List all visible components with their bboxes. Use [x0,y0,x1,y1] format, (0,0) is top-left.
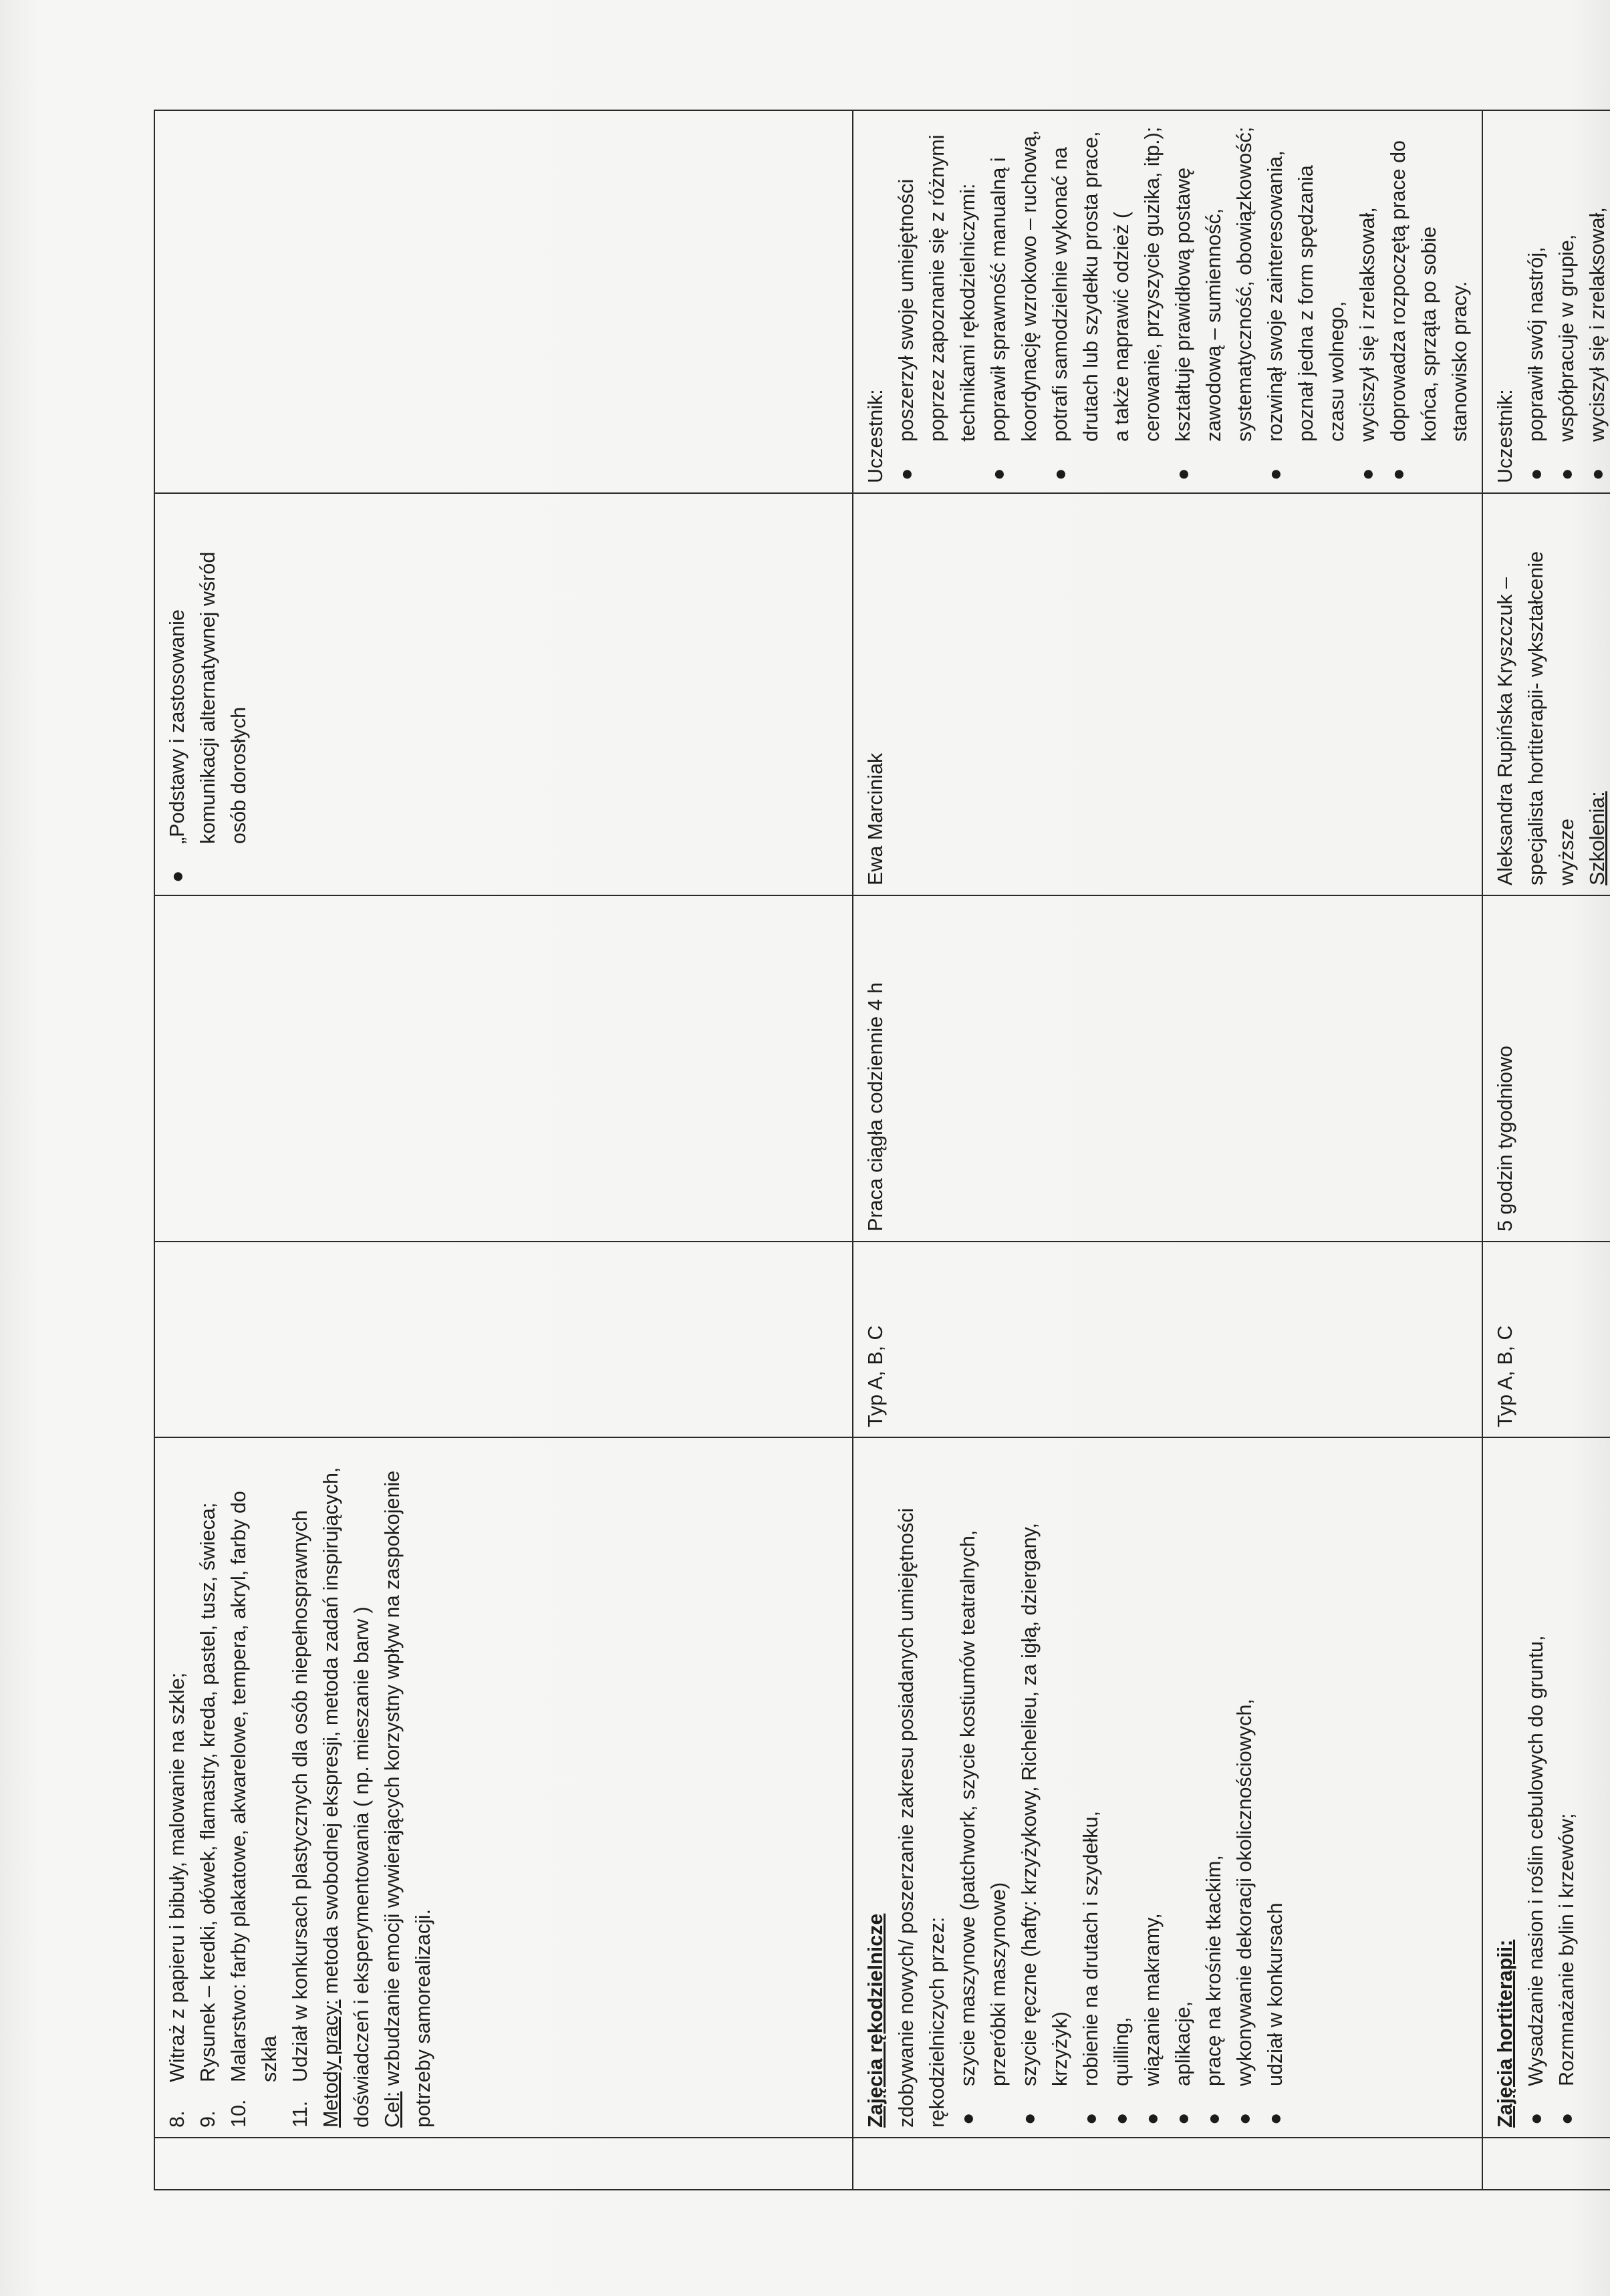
item-text: poprawił swój nastrój, [1524,247,1547,442]
item-text: Rozmnażanie bylin i krzewów; [1555,1813,1578,2086]
outcome-cell [154,110,853,493]
list-item [1551,120,1582,483]
bullet-icon: ● [1586,468,1609,480]
list-item [192,1447,223,2128]
list-item [891,120,983,483]
item-text: potrafi samodzielnie wykonać na drutach lub szydełku prosta prace, a także naprawić odzież ( cerowanie, przyszycie guzika, itp.); [1049,126,1164,442]
item-text: pracę na krośnie tkackim, [1202,1855,1225,2086]
activity-intro: zdobywanie nowych/ poszerzanie zakresu posiadanych umiejętności rękodzielniczych przez: [895,1508,948,2128]
list-item [162,1447,192,2128]
goal-paragraph [377,1447,438,2128]
bullet-icon: ● [1524,468,1547,480]
outcome-label: Uczestnik: [864,389,887,483]
list-item [1551,1447,1582,2128]
person-name: Aleksandra Rupińska Kryszczuk – specjalista hortiterapii- wykształcenie wyższe [1494,551,1578,885]
outcome-list [1520,120,1610,483]
list-item [1168,120,1260,483]
item-text: Wysadzanie nasion i roślin cebulowych do gruntu, [1524,1635,1547,2086]
item-text: rozwinął swoje zainteresowania, poznał jedna z form spędzania czasu wolnego, [1264,150,1348,442]
outcome-cell [1482,110,1610,493]
bullet-icon: ● [1202,2112,1225,2125]
goal-label: Cel: [381,2091,404,2128]
list-item [162,503,254,885]
list-item [1137,1447,1168,2128]
bullet-icon: ● [1233,2112,1256,2125]
person-cell [1482,493,1610,895]
bullet-icon: ● [956,2112,979,2125]
rotated-page [154,111,1609,2190]
training-item: „Podstawy i zastosowanie komunikacji alternatywnej wśród osób dorosłych [166,551,250,844]
bullet-icon: ● [1387,468,1410,480]
outcome-list [891,120,1475,483]
activity-title: Zajęcia rękodzielnicze [864,1913,887,2128]
bullet-icon: ● [1079,2112,1102,2125]
item-text: szycie ręczne (hafty: krzyżykowy, Richelieu, za igłą, dziergany, krzyżyk) [1018,1522,1071,2086]
activity-cell [1482,1437,1610,2138]
item-text: poszerzył swoje umiejętności poprzez zapoznanie się z różnymi technikami rękodzielniczymi: [895,134,979,442]
bullet-icon: ● [1049,468,1071,480]
person-cell: Ewa Marciniak [853,493,1482,895]
activity-list [952,1447,1291,2128]
list-item [983,120,1045,483]
bullet-icon: ● [1018,2112,1041,2125]
bullet-icon: ● [1264,2112,1287,2125]
row-number-cell [154,2138,853,2190]
table-row [853,110,1482,2190]
activity-list [1520,1447,1582,2128]
outcome-label: Uczestnik: [1494,389,1516,483]
bullet-icon: ● [987,468,1010,480]
bullet-icon: ● [1264,468,1287,480]
row-number-cell [853,2138,1482,2190]
item-text: Malarstwo: farby plakatowe, akwarelowe, tempera, akryl, farby do szkła [227,1491,281,2082]
item-text: Rysunek – kredki, ołówek, flamastry, kreda, pastel, tusz, świeca; [196,1502,219,2082]
bullet-icon: ● [166,870,188,883]
item-text: kształtuje prawidłową postawę zawodową – sumienność, systematyczność, obowiązkowość; [1172,126,1256,442]
bullet-icon: ● [1110,2112,1133,2125]
item-number: 10. [227,2099,250,2128]
list-item [1582,120,1610,483]
goal-text: wzbudzanie emocji wywierających korzystny wpływ na zaspokojenie potrzeby samorealizacji. [381,1470,434,2128]
numbered-list [162,1447,315,2128]
table-row [154,110,853,2190]
list-item [1352,120,1383,483]
list-item [1260,120,1352,483]
item-text: wyciszył się i zrelaksował, [1586,207,1609,442]
row-number-cell [1482,2138,1610,2190]
bullet-icon: ● [1172,468,1194,480]
time-cell: 5 godzin tygodniowo [1482,895,1610,1242]
list-item [1014,1447,1075,2128]
activity-title: Zajęcia hortiterapii: [1494,1939,1516,2128]
bullet-icon: ● [1524,2112,1547,2125]
list-item [1045,120,1168,483]
item-text: udział w konkursach [1264,1902,1287,2086]
item-text: robienie na drutach i szydełku, [1079,1811,1102,2086]
list-item [1229,1447,1260,2128]
training-list [162,503,254,885]
type-cell [154,1242,853,1437]
item-text: poprawił sprawność manualną i koordynację wzrokowo – ruchową, [987,130,1041,442]
bullet-icon: ● [1172,2112,1194,2125]
program-table [154,110,1610,2190]
time-cell [154,895,853,1242]
item-text: wyciszył się i zrelaksował, [1356,207,1379,442]
item-text: quilling, [1110,2017,1133,2086]
bullet-icon: ● [895,468,918,480]
list-item [1075,1447,1106,2128]
activity-cell [853,1437,1482,2138]
list-item [1168,1447,1198,2128]
type-cell: Typ A, B, C [853,1242,1482,1437]
item-text: szycie maszynowe (patchwork, szycie kostiumów teatralnych, przeróbki maszynowe) [956,1530,1010,2086]
list-item [285,1447,315,2128]
item-number: 9. [196,2110,219,2128]
list-item [1198,1447,1229,2128]
list-item [223,1447,285,2128]
list-item [1260,1447,1291,2128]
list-item [1106,1447,1137,2128]
type-cell: Typ A, B, C [1482,1242,1610,1437]
bullet-icon: ● [1555,2112,1578,2125]
list-item [1383,120,1475,483]
item-number: 11. [289,2100,311,2128]
bullet-icon: ● [1141,2112,1164,2125]
methods-paragraph [315,1447,377,2128]
methods-label: Metody pracy: [319,1999,342,2128]
methods-text: metoda swobodnej ekspresji, metoda zadań inspirujących, doświadczeń i eksperymentowania ( np. mieszanie barw ) [319,1467,373,2128]
activity-cell [154,1437,853,2138]
list-item [952,1447,1014,2128]
item-number: 8. [166,2110,188,2128]
item-text: wiązanie makramy, [1141,1913,1164,2086]
outcome-cell [853,110,1482,493]
item-text: doprowadza rozpoczętą prace do końca, sprząta po sobie stanowisko pracy. [1387,140,1471,442]
item-text: aplikacje, [1172,2001,1194,2086]
table-row [1482,110,1610,2190]
item-text: Udział w konkursach plastycznych dla osób niepełnosprawnych [289,1510,311,2082]
list-item [1520,1447,1551,2128]
bullet-icon: ● [1555,468,1578,480]
list-item [1520,120,1551,483]
item-text: Witraż z papieru i bibuły, malowanie na szkle; [166,1672,188,2082]
time-cell: Praca ciągła codziennie 4 h [853,895,1482,1242]
item-text: współpracuje w grupie, [1555,234,1578,442]
item-text: wykonywanie dekoracji okolicznościowych, [1233,1699,1256,2086]
person-cell [154,493,853,895]
training-label: Szkolenia: [1586,791,1609,885]
bullet-icon: ● [1356,468,1379,480]
